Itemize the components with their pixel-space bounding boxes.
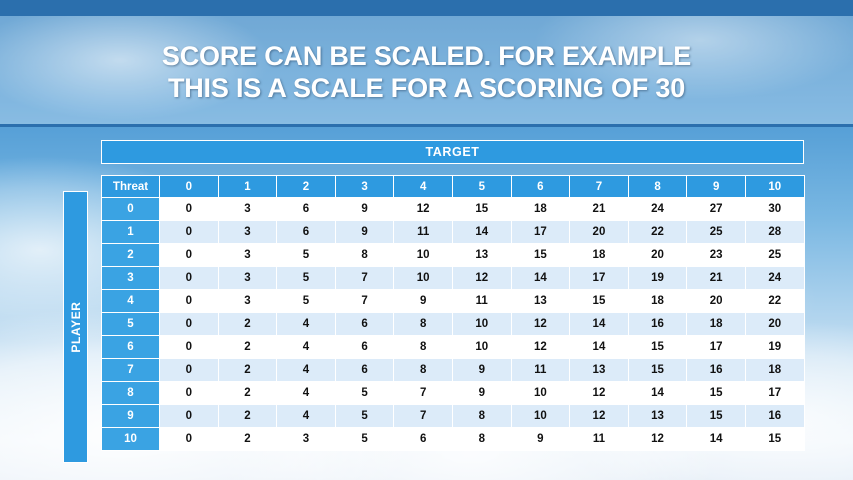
matrix-cell: 10 [511, 405, 570, 428]
matrix-cell: 14 [570, 336, 629, 359]
matrix-cell: 4 [277, 382, 336, 405]
score-matrix-table [101, 175, 805, 451]
matrix-cell: 3 [218, 244, 277, 267]
column-header: 4 [394, 176, 453, 198]
matrix-cell: 16 [687, 359, 746, 382]
matrix-cell: 8 [452, 405, 511, 428]
matrix-cell: 22 [745, 290, 804, 313]
column-header: 9 [687, 176, 746, 198]
matrix-cell: 6 [277, 198, 336, 221]
matrix-cell: 3 [218, 221, 277, 244]
matrix-cell: 21 [687, 267, 746, 290]
matrix-cell: 14 [570, 313, 629, 336]
matrix-cell: 15 [452, 198, 511, 221]
matrix-cell: 2 [218, 428, 277, 451]
matrix-cell: 14 [628, 382, 687, 405]
matrix-cell: 6 [335, 313, 394, 336]
matrix-cell: 12 [511, 336, 570, 359]
matrix-cell: 6 [277, 221, 336, 244]
column-header: 8 [628, 176, 687, 198]
table-row [102, 221, 805, 244]
matrix-cell: 15 [687, 405, 746, 428]
matrix-cell: 22 [628, 221, 687, 244]
matrix-cell: 5 [335, 428, 394, 451]
matrix-cell: 9 [394, 290, 453, 313]
row-header: 8 [102, 382, 160, 405]
matrix-cell: 7 [335, 290, 394, 313]
row-header: 0 [102, 198, 160, 221]
matrix-cell: 17 [570, 267, 629, 290]
matrix-cell: 4 [277, 359, 336, 382]
row-header: 5 [102, 313, 160, 336]
matrix-cell: 9 [335, 221, 394, 244]
matrix-cell: 13 [452, 244, 511, 267]
column-header: 3 [335, 176, 394, 198]
matrix-cell: 12 [570, 382, 629, 405]
matrix-cell: 0 [160, 267, 219, 290]
matrix-cell: 13 [511, 290, 570, 313]
matrix-cell: 0 [160, 313, 219, 336]
row-header: 6 [102, 336, 160, 359]
matrix-cell: 16 [628, 313, 687, 336]
page-title [0, 40, 853, 104]
matrix-cell: 3 [218, 198, 277, 221]
matrix-cell: 8 [394, 359, 453, 382]
matrix-cell: 24 [628, 198, 687, 221]
column-header: 2 [277, 176, 336, 198]
matrix-cell: 8 [394, 336, 453, 359]
page-title-line-2: THIS IS A SCALE FOR A SCORING OF 30 [167, 73, 686, 103]
matrix-cell: 4 [277, 336, 336, 359]
matrix-cell: 15 [511, 244, 570, 267]
column-header: 5 [452, 176, 511, 198]
target-axis-label: TARGET [101, 140, 804, 164]
matrix-cell: 17 [687, 336, 746, 359]
matrix-cell: 12 [511, 313, 570, 336]
matrix-cell: 18 [570, 244, 629, 267]
column-header: 7 [570, 176, 629, 198]
matrix-cell: 14 [687, 428, 746, 451]
matrix-cell: 18 [628, 290, 687, 313]
matrix-cell: 0 [160, 244, 219, 267]
matrix-cell: 6 [335, 359, 394, 382]
row-header: 7 [102, 359, 160, 382]
matrix-cell: 15 [628, 359, 687, 382]
page-title-line-1: SCORE CAN BE SCALED. FOR EXAMPLE [161, 41, 692, 71]
matrix-cell: 0 [160, 290, 219, 313]
matrix-corner-header: Threat [102, 176, 160, 198]
matrix-cell: 11 [452, 290, 511, 313]
matrix-cell: 24 [745, 267, 804, 290]
matrix-cell: 12 [570, 405, 629, 428]
matrix-cell: 30 [745, 198, 804, 221]
matrix-cell: 25 [687, 221, 746, 244]
matrix-cell: 10 [394, 267, 453, 290]
matrix-cell: 7 [394, 405, 453, 428]
matrix-cell: 12 [628, 428, 687, 451]
matrix-cell: 0 [160, 221, 219, 244]
matrix-cell: 9 [511, 428, 570, 451]
matrix-cell: 14 [452, 221, 511, 244]
matrix-cell: 2 [218, 359, 277, 382]
matrix-cell: 14 [511, 267, 570, 290]
matrix-cell: 19 [628, 267, 687, 290]
matrix-cell: 10 [452, 336, 511, 359]
column-header: 10 [745, 176, 804, 198]
table-row [102, 290, 805, 313]
matrix-header-row [102, 176, 805, 198]
table-row [102, 405, 805, 428]
matrix-cell: 9 [335, 198, 394, 221]
table-row [102, 244, 805, 267]
matrix-cell: 2 [218, 313, 277, 336]
table-row [102, 267, 805, 290]
table-row [102, 359, 805, 382]
matrix-cell: 19 [745, 336, 804, 359]
matrix-cell: 15 [570, 290, 629, 313]
matrix-cell: 2 [218, 336, 277, 359]
matrix-cell: 15 [745, 428, 804, 451]
matrix-cell: 18 [511, 198, 570, 221]
matrix-cell: 21 [570, 198, 629, 221]
matrix-cell: 6 [335, 336, 394, 359]
matrix-cell: 5 [335, 382, 394, 405]
top-accent-band [0, 0, 853, 16]
matrix-cell: 7 [394, 382, 453, 405]
row-header: 9 [102, 405, 160, 428]
matrix-cell: 7 [335, 267, 394, 290]
matrix-cell: 6 [394, 428, 453, 451]
matrix-cell: 25 [745, 244, 804, 267]
matrix-cell: 12 [452, 267, 511, 290]
matrix-cell: 15 [687, 382, 746, 405]
player-axis-label-text: PLAYER [68, 301, 83, 353]
matrix-cell: 9 [452, 382, 511, 405]
matrix-cell: 5 [335, 405, 394, 428]
table-row [102, 313, 805, 336]
matrix-cell: 13 [570, 359, 629, 382]
matrix-cell: 20 [745, 313, 804, 336]
matrix-cell: 8 [452, 428, 511, 451]
matrix-cell: 0 [160, 405, 219, 428]
matrix-cell: 0 [160, 336, 219, 359]
matrix-cell: 5 [277, 244, 336, 267]
row-header: 2 [102, 244, 160, 267]
matrix-cell: 11 [394, 221, 453, 244]
matrix-cell: 11 [511, 359, 570, 382]
matrix-cell: 2 [218, 405, 277, 428]
matrix-cell: 12 [394, 198, 453, 221]
table-row [102, 382, 805, 405]
table-row [102, 198, 805, 221]
table-header-row [102, 176, 805, 198]
player-axis-label [63, 191, 88, 463]
table-row [102, 336, 805, 359]
row-header: 3 [102, 267, 160, 290]
matrix-cell: 20 [687, 290, 746, 313]
matrix-cell: 0 [160, 382, 219, 405]
matrix-cell: 5 [277, 290, 336, 313]
matrix-cell: 13 [628, 405, 687, 428]
column-header: 6 [511, 176, 570, 198]
matrix-cell: 0 [160, 198, 219, 221]
matrix-cell: 3 [218, 290, 277, 313]
matrix-cell: 3 [277, 428, 336, 451]
title-plate [0, 16, 853, 127]
matrix-cell: 4 [277, 405, 336, 428]
matrix-cell: 0 [160, 359, 219, 382]
matrix-cell: 18 [687, 313, 746, 336]
row-header: 10 [102, 428, 160, 451]
matrix-cell: 27 [687, 198, 746, 221]
matrix-cell: 3 [218, 267, 277, 290]
matrix-cell: 10 [452, 313, 511, 336]
matrix-cell: 23 [687, 244, 746, 267]
matrix-cell: 17 [745, 382, 804, 405]
matrix-cell: 5 [277, 267, 336, 290]
row-header: 1 [102, 221, 160, 244]
matrix-cell: 8 [335, 244, 394, 267]
table-row [102, 428, 805, 451]
matrix-cell: 2 [218, 382, 277, 405]
matrix-cell: 10 [394, 244, 453, 267]
matrix-cell: 8 [394, 313, 453, 336]
matrix-cell: 9 [452, 359, 511, 382]
matrix-cell: 20 [570, 221, 629, 244]
matrix-cell: 15 [628, 336, 687, 359]
row-header: 4 [102, 290, 160, 313]
matrix-cell: 0 [160, 428, 219, 451]
matrix-cell: 17 [511, 221, 570, 244]
matrix-cell: 10 [511, 382, 570, 405]
matrix-cell: 18 [745, 359, 804, 382]
matrix-cell: 20 [628, 244, 687, 267]
matrix-cell: 4 [277, 313, 336, 336]
matrix-cell: 28 [745, 221, 804, 244]
matrix-cell: 16 [745, 405, 804, 428]
matrix-body [102, 198, 805, 451]
column-header: 1 [218, 176, 277, 198]
matrix-cell: 11 [570, 428, 629, 451]
column-header: 0 [160, 176, 219, 198]
